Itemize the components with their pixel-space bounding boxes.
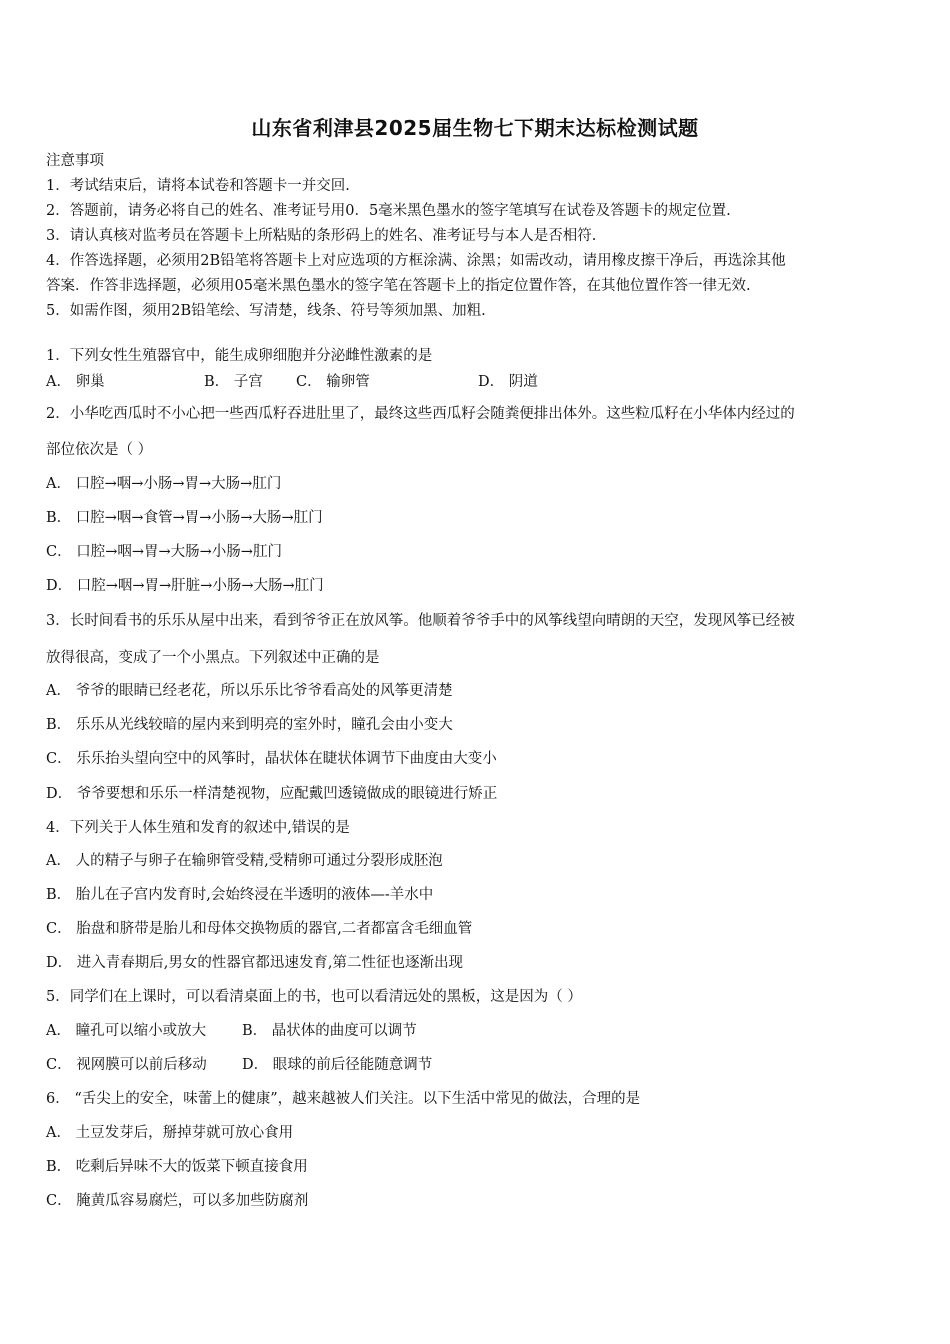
question-1-option-a: A． 卵巢	[46, 374, 105, 390]
notice-item: 3．请认真核对监考员在答题卡上所粘贴的条形码上的姓名、准考证号与本人是否相符.	[46, 228, 597, 244]
question-4-option-d: D． 进入青春期后,男女的性器官都迅速发育,第二性征也逐渐出现	[46, 955, 463, 971]
question-6-option-b: B． 吃剩后异味不大的饭菜下顿直接食用	[46, 1159, 308, 1175]
question-5-stem: 5．同学们在上课时，可以看清桌面上的书，也可以看清远处的黑板，这是因为（ ）	[46, 989, 582, 1005]
question-2-option-b: B． 口腔→咽→食管→胃→小肠→大肠→肛门	[46, 510, 323, 526]
question-2-stem-continued: 部位依次是（ ）	[46, 442, 153, 458]
question-1-option-c: C． 输卵管	[296, 374, 370, 390]
question-3-option-a: A． 爷爷的眼睛已经老花，所以乐乐比爷爷看高处的风筝更清楚	[46, 683, 453, 699]
question-5-option-d: D． 眼球的前后径能随意调节	[242, 1057, 433, 1073]
exam-title: 山东省利津县2025届生物七下期末达标检测试题	[251, 116, 699, 140]
question-5-option-b: B． 晶状体的曲度可以调节	[242, 1023, 417, 1039]
question-3-stem: 3．长时间看书的乐乐从屋中出来，看到爷爷正在放风筝。他顺着爷爷手中的风筝线望向晴朗的天空，发现风筝已经被	[46, 613, 795, 629]
question-3-option-d: D． 爷爷要想和乐乐一样清楚视物，应配戴凹透镜做成的眼镜进行矫正	[46, 786, 498, 802]
question-2-option-a: A． 口腔→咽→小肠→胃→大肠→肛门	[46, 476, 282, 492]
notice-item: 2．答题前，请务必将自己的姓名、准考证号用0．5毫米黑色墨水的签字笔填写在试卷及答题卡的规定位置.	[46, 203, 731, 219]
notice-item: 答案．作答非选择题，必须用05毫米黑色墨水的签字笔在答题卡上的指定位置作答，在其他位置作答一律无效.	[46, 278, 751, 294]
question-2-stem: 2．小华吃西瓜时不小心把一些西瓜籽吞进肚里了，最终这些西瓜籽会随粪便排出体外。这些粒瓜籽在小华体内经过的	[46, 406, 795, 422]
question-6-stem: 6． “舌尖上的安全，味蕾上的健康”，越来越被人们关注。以下生活中常见的做法，合理的是	[46, 1091, 641, 1107]
question-5-option-a: A． 瞳孔可以缩小或放大	[46, 1023, 207, 1039]
notice-item: 5．如需作图，须用2B铅笔绘、写清楚，线条、符号等须加黑、加粗.	[46, 303, 486, 319]
notice-heading: 注意事项	[46, 153, 104, 169]
question-5-option-c: C． 视网膜可以前后移动	[46, 1057, 207, 1073]
question-4-option-a: A． 人的精子与卵子在输卵管受精,受精卵可通过分裂形成胚泡	[46, 853, 443, 869]
question-1-stem: 1．下列女性生殖器官中，能生成卵细胞并分泌雌性激素的是	[46, 348, 433, 364]
question-3-option-c: C． 乐乐抬头望向空中的风筝时，晶状体在睫状体调节下曲度由大变小	[46, 751, 497, 767]
question-2-option-d: D． 口腔→咽→胃→肝脏→小肠→大肠→肛门	[46, 578, 324, 594]
notice-item: 1．考试结束后，请将本试卷和答题卡一并交回.	[46, 178, 350, 194]
question-4-stem: 4．下列关于人体生殖和发育的叙述中,错误的是	[46, 820, 350, 836]
question-4-option-c: C． 胎盘和脐带是胎儿和母体交换物质的器官,二者都富含毛细血管	[46, 921, 473, 937]
question-2-option-c: C． 口腔→咽→胃→大肠→小肠→肛门	[46, 544, 282, 560]
question-4-option-b: B． 胎儿在子宫内发育时,会始终浸在半透明的液体—-羊水中	[46, 887, 434, 903]
notice-item: 4．作答选择题，必须用2B铅笔将答题卡上对应选项的方框涂满、涂黑；如需改动，请用橡皮擦干净后，再选涂其他	[46, 253, 786, 269]
question-6-option-c: C． 腌黄瓜容易腐烂，可以多加些防腐剂	[46, 1193, 309, 1209]
question-3-option-b: B． 乐乐从光线较暗的屋内来到明亮的室外时，瞳孔会由小变大	[46, 717, 453, 733]
question-1-option-b: B． 子宫	[204, 374, 263, 390]
question-1-option-d: D． 阴道	[478, 374, 538, 390]
question-6-option-a: A． 土豆发芽后，掰掉芽就可放心食用	[46, 1125, 294, 1141]
question-3-stem-continued: 放得很高，变成了一个小黑点。下列叙述中正确的是	[46, 650, 380, 666]
